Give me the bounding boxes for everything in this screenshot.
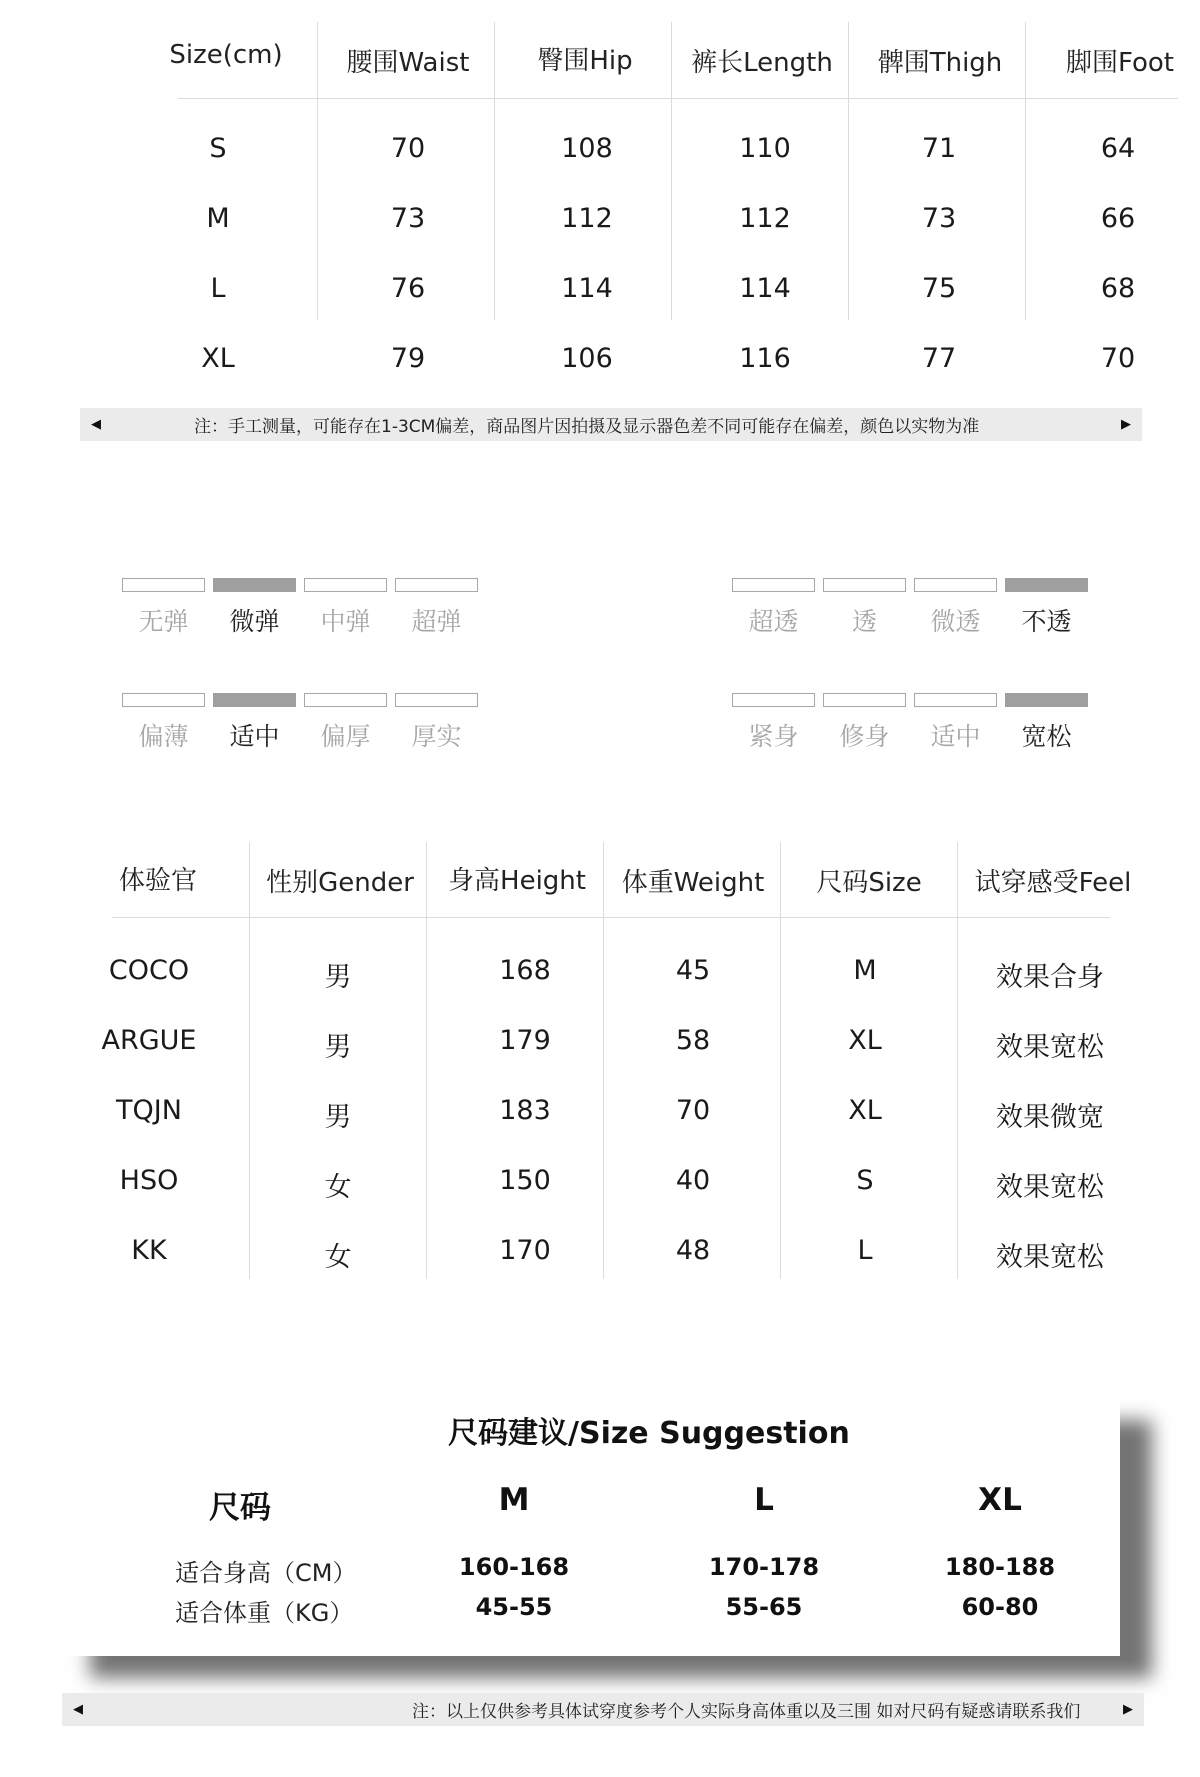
fit-scale-bar <box>1005 693 1088 707</box>
height-range: 170-178 <box>708 1553 820 1581</box>
weight-label: 适合体重（KG） <box>175 1599 354 1627</box>
size-header-waist: 腰围Waist <box>346 48 470 78</box>
table-divider <box>671 22 672 320</box>
thickness-scale-bar <box>213 693 296 707</box>
size-cell: 106 <box>561 343 613 374</box>
table-divider <box>957 842 958 1279</box>
fit-scale-label: 适中 <box>930 722 981 751</box>
thickness-scale-bar <box>304 693 387 707</box>
tester-cell: 168 <box>499 955 551 986</box>
tester-cell: TQJN <box>116 1095 182 1126</box>
tester-cell: ARGUE <box>101 1025 197 1056</box>
size-note-scrollbar[interactable] <box>80 408 1142 441</box>
size-cell: M <box>206 203 230 234</box>
size-cell: 110 <box>739 133 791 164</box>
size-header-size: Size(cm) <box>169 40 283 70</box>
table-header-rule <box>112 917 1110 918</box>
table-divider <box>780 842 781 1279</box>
size-suggestion-size-m: M <box>498 1482 530 1518</box>
size-cell: 114 <box>739 273 791 304</box>
tester-cell: 70 <box>675 1095 711 1126</box>
size-cell: 108 <box>561 133 613 164</box>
tester-cell: XL <box>848 1095 882 1126</box>
elasticity-scale-label: 中弹 <box>320 607 371 636</box>
tester-cell: 效果合身 <box>996 962 1104 993</box>
fit-scale <box>732 693 1088 753</box>
tester-cell: 男 <box>324 1032 352 1063</box>
size-cell: 70 <box>1100 343 1136 374</box>
elasticity-scale-bar <box>395 578 478 592</box>
fit-scale-label: 修身 <box>839 722 890 751</box>
elasticity-scale-bar <box>213 578 296 592</box>
table-divider <box>603 842 604 1279</box>
tester-cell: COCO <box>108 955 190 986</box>
tester-cell: M <box>853 955 877 986</box>
thickness-scale-label: 适中 <box>229 722 280 751</box>
tester-header-weight: 体重Weight <box>621 868 765 898</box>
thickness-scale-label: 厚实 <box>411 722 462 751</box>
table-divider <box>1025 22 1026 320</box>
thickness-scale <box>122 693 478 753</box>
scroll-left-icon[interactable]: ◀ <box>73 1702 83 1717</box>
weight-range: 60-80 <box>961 1593 1039 1621</box>
tester-cell: 150 <box>499 1165 551 1196</box>
tester-cell: HSO <box>119 1165 179 1196</box>
tester-cell: XL <box>848 1025 882 1056</box>
height-range: 160-168 <box>458 1553 570 1581</box>
size-cell: 79 <box>390 343 426 374</box>
size-note-text: 注：手工测量，可能存在1-3CM偏差，商品图片因拍摄及显示器色差不同可能存在偏差，颜色以实物为准 <box>194 417 980 437</box>
size-cell: L <box>210 273 226 304</box>
size-header-thigh: 髀围Thigh <box>877 48 1003 78</box>
size-cell: XL <box>201 343 235 374</box>
transparency-scale-label: 超透 <box>748 607 799 636</box>
fit-scale-bar <box>914 693 997 707</box>
size-cell: 76 <box>390 273 426 304</box>
table-divider <box>249 842 250 1279</box>
tester-cell: 效果宽松 <box>996 1242 1104 1273</box>
size-cell: 112 <box>739 203 791 234</box>
size-suggestion-size-xl: XL <box>978 1482 1022 1518</box>
weight-range: 45-55 <box>475 1593 553 1621</box>
elasticity-scale-bar <box>304 578 387 592</box>
tester-header-feel: 试穿感受Feel <box>974 868 1132 898</box>
size-suggestion-header: 尺码 <box>209 1490 271 1526</box>
elasticity-scale-label: 超弹 <box>411 607 462 636</box>
size-cell: 66 <box>1100 203 1136 234</box>
suggestion-note-scrollbar[interactable] <box>62 1693 1144 1726</box>
tester-cell: 女 <box>324 1172 352 1203</box>
tester-header-height: 身高Height <box>448 866 586 896</box>
thickness-scale-bar <box>395 693 478 707</box>
size-header-hip: 臀围Hip <box>537 46 633 76</box>
tester-cell: 170 <box>499 1235 551 1266</box>
tester-cell: 男 <box>324 1102 352 1133</box>
size-header-foot: 脚围Foot <box>1065 48 1175 78</box>
size-suggestion-title: 尺码建议/Size Suggestion <box>448 1416 850 1451</box>
table-divider <box>426 842 427 1279</box>
tester-cell: 女 <box>324 1242 352 1273</box>
tester-cell: 45 <box>675 955 711 986</box>
transparency-scale-label: 透 <box>851 607 877 636</box>
fit-scale-label: 宽松 <box>1021 722 1072 751</box>
tester-cell: KK <box>131 1235 167 1266</box>
tester-header-size: 尺码Size <box>816 868 922 898</box>
height-label: 适合身高（CM） <box>175 1559 357 1587</box>
tester-cell: 40 <box>675 1165 711 1196</box>
size-cell: S <box>209 133 227 164</box>
elasticity-scale-label: 无弹 <box>138 607 189 636</box>
tester-cell: S <box>856 1165 874 1196</box>
tester-cell: 效果宽松 <box>996 1032 1104 1063</box>
tester-cell: 效果宽松 <box>996 1172 1104 1203</box>
table-header-rule <box>178 98 1178 99</box>
transparency-scale-label: 不透 <box>1021 607 1072 636</box>
thickness-scale-label: 偏厚 <box>320 722 371 751</box>
transparency-scale-bar <box>823 578 906 592</box>
size-cell: 70 <box>390 133 426 164</box>
table-divider <box>848 22 849 320</box>
tester-cell: 男 <box>324 962 352 993</box>
transparency-scale-label: 微透 <box>930 607 981 636</box>
transparency-scale <box>732 578 1088 638</box>
size-cell: 75 <box>921 273 957 304</box>
size-cell: 73 <box>390 203 426 234</box>
fit-scale-bar <box>823 693 906 707</box>
size-cell: 116 <box>739 343 791 374</box>
weight-range: 55-65 <box>725 1593 803 1621</box>
transparency-scale-bar <box>914 578 997 592</box>
fit-scale-bar <box>732 693 815 707</box>
table-divider <box>494 22 495 320</box>
tester-cell: 58 <box>675 1025 711 1056</box>
size-cell: 73 <box>921 203 957 234</box>
scroll-right-icon[interactable]: ▶ <box>1121 417 1131 432</box>
elasticity-scale <box>122 578 478 638</box>
suggestion-note-text: 注：以上仅供参考具体试穿度参考个人实际身高体重以及三围 如对尺码有疑惑请联系我们 <box>412 1702 1081 1722</box>
tester-header-gender: 性别Gender <box>266 868 414 898</box>
size-cell: 71 <box>921 133 957 164</box>
scroll-right-icon[interactable]: ▶ <box>1123 1702 1133 1717</box>
tester-header-name: 体验官 <box>118 866 197 896</box>
tester-cell: 183 <box>499 1095 551 1126</box>
transparency-scale-bar <box>1005 578 1088 592</box>
tester-cell: 48 <box>675 1235 711 1266</box>
thickness-scale-bar <box>122 693 205 707</box>
tester-cell: 效果微宽 <box>996 1102 1104 1133</box>
size-cell: 68 <box>1100 273 1136 304</box>
table-divider <box>317 22 318 320</box>
fit-scale-label: 紧身 <box>748 722 799 751</box>
size-suggestion-size-l: L <box>754 1482 774 1518</box>
thickness-scale-label: 偏薄 <box>138 722 189 751</box>
size-cell: 114 <box>561 273 613 304</box>
tester-cell: L <box>857 1235 873 1266</box>
height-range: 180-188 <box>944 1553 1056 1581</box>
size-cell: 112 <box>561 203 613 234</box>
tester-cell: 179 <box>499 1025 551 1056</box>
size-header-length: 裤长Length <box>691 48 833 78</box>
transparency-scale-bar <box>732 578 815 592</box>
elasticity-scale-label: 微弹 <box>229 607 280 636</box>
size-cell: 64 <box>1100 133 1136 164</box>
elasticity-scale-bar <box>122 578 205 592</box>
scroll-left-icon[interactable]: ◀ <box>91 417 101 432</box>
size-cell: 77 <box>921 343 957 374</box>
